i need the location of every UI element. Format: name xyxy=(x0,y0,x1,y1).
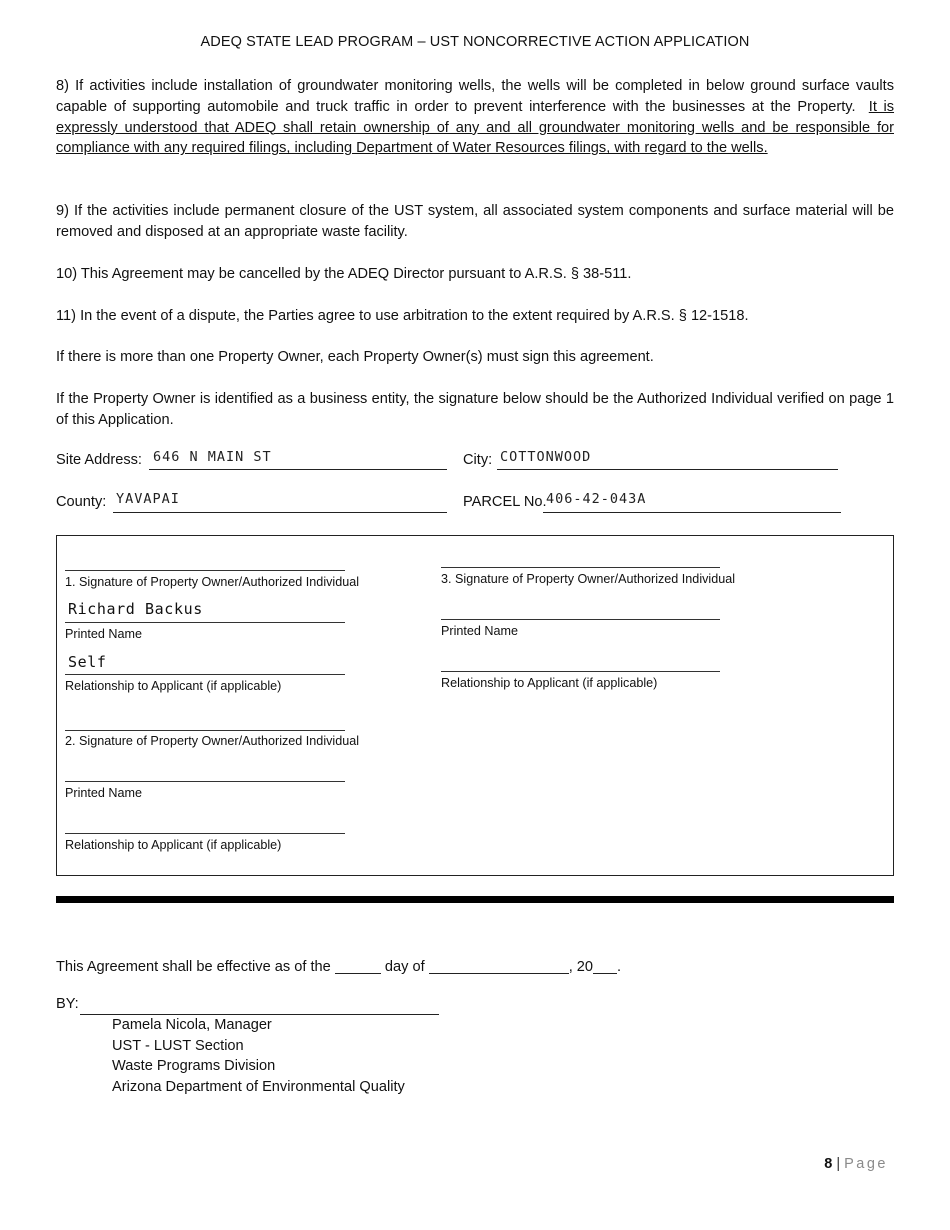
page-number xyxy=(824,1156,888,1172)
signer-section: UST - LUST Section xyxy=(112,1038,244,1054)
city-value[interactable]: COTTONWOOD xyxy=(500,449,592,465)
relationship-3-label: Relationship to Applicant (if applicable) xyxy=(441,676,658,690)
parcel-label: PARCEL No. xyxy=(463,494,547,510)
relationship-2-line[interactable] xyxy=(65,833,345,834)
site-address-value[interactable]: 646 N MAIN ST xyxy=(153,449,272,465)
relationship-1-line xyxy=(65,674,345,675)
effective-day-of: day of xyxy=(384,959,425,975)
by-label: BY: xyxy=(56,996,79,1012)
printed-name-2-line[interactable] xyxy=(65,781,345,782)
effective-date-line xyxy=(56,959,621,975)
signature-3-line[interactable] xyxy=(441,567,720,568)
paragraph-9: 9) If the activities include permanent closure of the UST system, all associated system components and surface material will be removed and disposed at an appropriate waste facility. xyxy=(56,203,894,240)
county-value[interactable]: YAVAPAI xyxy=(116,491,180,507)
page-header: ADEQ STATE LEAD PROGRAM – UST NONCORRECTIVE ACTION APPLICATION xyxy=(200,34,750,50)
paragraph-8-text: 8) If activities include installation of groundwater monitoring wells, the wells will be completed in below ground surface vaults capable of supporting automobile and truck traffic in order to prevent interference with the businesses at the Property. xyxy=(56,78,894,115)
signature-1-line[interactable] xyxy=(65,570,345,571)
effective-day-blank[interactable] xyxy=(335,959,381,974)
paragraph-8 xyxy=(56,76,894,159)
effective-year-blank[interactable] xyxy=(593,959,617,974)
effective-period: . xyxy=(617,959,622,975)
signature-2-line[interactable] xyxy=(65,730,345,731)
city-line xyxy=(497,469,838,470)
relationship-3-line[interactable] xyxy=(441,671,720,672)
relationship-2-label: Relationship to Applicant (if applicable) xyxy=(65,838,282,852)
signer-name: Pamela Nicola, Manager xyxy=(112,1017,272,1033)
signature-1-label: 1. Signature of Property Owner/Authorized Individual xyxy=(65,575,360,589)
site-address-label: Site Address: xyxy=(56,452,142,468)
city-label: City: xyxy=(463,452,493,468)
printed-name-1-label: Printed Name xyxy=(65,627,142,641)
effective-month-blank[interactable] xyxy=(429,959,569,974)
printed-name-1-line xyxy=(65,622,345,623)
page-word: Page xyxy=(844,1156,888,1172)
owner-1-printed-name[interactable]: Richard Backus xyxy=(68,600,203,618)
paragraph-10: 10) This Agreement may be cancelled by the ADEQ Director pursuant to A.R.S. § 38-511. xyxy=(56,266,632,282)
signature-box xyxy=(56,535,894,876)
paragraph-11: 11) In the event of a dispute, the Parties agree to use arbitration to the extent required by A.R.S. § 12-1518. xyxy=(56,308,749,324)
signature-3-label: 3. Signature of Property Owner/Authorized Individual xyxy=(441,572,736,586)
parcel-line xyxy=(543,512,841,513)
owner-1-relationship[interactable]: Self xyxy=(68,653,107,671)
printed-name-3-label: Printed Name xyxy=(441,624,518,638)
business-entity-note: If the Property Owner is identified as a business entity, the signature below should be the Authorized Individual verified on page 1 of this Application. xyxy=(56,391,894,428)
relationship-1-label: Relationship to Applicant (if applicable) xyxy=(65,679,282,693)
multi-owner-note: If there is more than one Property Owner, each Property Owner(s) must sign this agreement. xyxy=(56,349,654,365)
by-signature-line[interactable] xyxy=(80,1014,439,1015)
effective-prefix: This Agreement shall be effective as of the xyxy=(56,959,331,975)
effective-year-prefix: , 20 xyxy=(568,959,594,975)
paragraph-8-underlined-text: It is expressly understood that ADEQ shall retain ownership of any and all groundwater monitoring wells and be responsible for compliance with any required filings, including Department of Water Resources filings, with regard to the wells. xyxy=(56,98,895,157)
section-divider xyxy=(56,896,894,903)
page-number-value: 8 xyxy=(824,1156,833,1172)
county-label: County: xyxy=(56,494,107,510)
site-address-line xyxy=(149,469,447,470)
signature-2-label: 2. Signature of Property Owner/Authorized Individual xyxy=(65,734,360,748)
page-number-separator: | xyxy=(836,1156,841,1172)
signer-division: Waste Programs Division xyxy=(112,1058,276,1074)
signer-department: Arizona Department of Environmental Quality xyxy=(112,1079,405,1095)
printed-name-3-line[interactable] xyxy=(441,619,720,620)
county-line xyxy=(113,512,447,513)
parcel-value[interactable]: 406-42-043A xyxy=(546,491,647,507)
printed-name-2-label: Printed Name xyxy=(65,786,142,800)
